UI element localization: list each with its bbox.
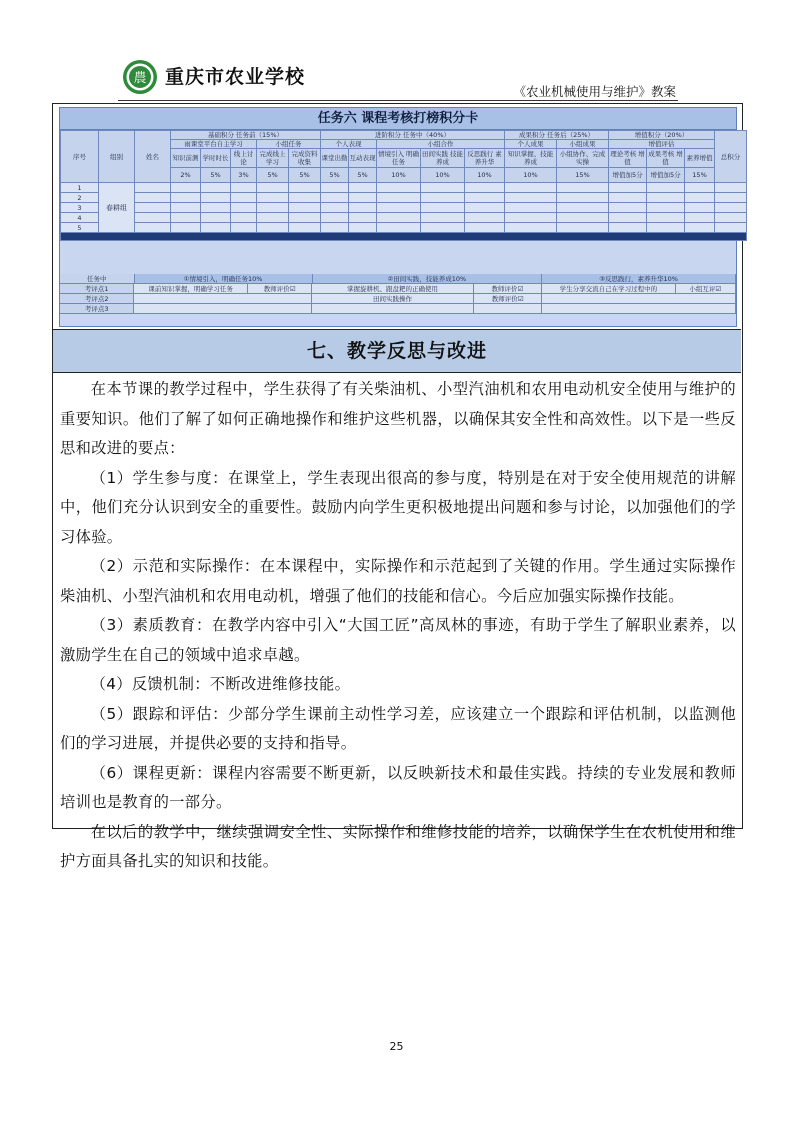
score-cell (231, 193, 257, 203)
score-cell (135, 193, 171, 203)
task-label: 任务中 (60, 274, 135, 284)
group-value: 增值积分（20%） (609, 131, 715, 140)
score-cell (685, 213, 715, 223)
item-header: 小组协作、完成实操 (557, 149, 609, 168)
item-header: 反思践行 素养升华 (465, 149, 505, 168)
item-header: 知识前测 (171, 149, 201, 168)
score-cell (647, 223, 685, 233)
item-header: 互动表现 (349, 149, 377, 168)
score-cell (257, 223, 289, 233)
school-name: 重庆市农业学校 (165, 66, 306, 88)
section-heading: 七、教学反思与改进 (53, 329, 741, 373)
score-cell (231, 213, 257, 223)
score-cell (465, 213, 505, 223)
score-cell (557, 193, 609, 203)
weight-cell: 15% (685, 168, 715, 183)
score-cell (715, 223, 747, 233)
row-index: 2 (61, 193, 99, 203)
sub-group-task: 小组任务 (257, 140, 321, 149)
weight-cell: 10% (465, 168, 505, 183)
score-cell (321, 223, 349, 233)
score-cell (557, 203, 609, 213)
reflection-paragraph: 在以后的教学中，继续强调安全性、实际操作和维修技能的培养，以确保学生在农机使用和维护方面具备扎实的知识和技能。 (60, 822, 736, 870)
check-item: 教师评价☑ (248, 284, 312, 294)
score-cell (685, 203, 715, 213)
group-basic: 基础积分 任务前（15%） (171, 131, 321, 140)
check-label: 考评点2 (60, 294, 134, 304)
reflection-paragraph: （6）课程更新：课程内容需要不断更新，以反映新技术和最佳实践。持续的专业发展和教师培训也是教育的一部分。 (60, 763, 736, 811)
score-cell (505, 203, 557, 213)
score-cell (715, 193, 747, 203)
score-cell (465, 183, 505, 193)
score-cell (135, 213, 171, 223)
scorecard-divider (61, 233, 747, 241)
score-cell (289, 183, 321, 193)
item-header: 成果考核 增值 (648, 150, 683, 166)
score-cell (171, 223, 201, 233)
score-cell (421, 193, 465, 203)
score-cell (421, 183, 465, 193)
page-header (0, 0, 793, 110)
sub-personal-result: 个人成果 (505, 140, 557, 149)
check-empty (134, 304, 312, 314)
score-cell (201, 203, 231, 213)
item-header: 理论考核 增值 (610, 150, 645, 166)
col-index: 序号 (61, 131, 99, 183)
score-cell (609, 213, 647, 223)
score-cell (465, 223, 505, 233)
score-cell (609, 203, 647, 213)
item-header: 完成资料收集 (289, 149, 321, 168)
score-cell (257, 183, 289, 193)
scorecard-image (59, 107, 741, 327)
check-item: 小组互评☑ (676, 284, 736, 294)
score-cell (289, 203, 321, 213)
reflection-paragraph: （1）学生参与度：在课堂上，学生表现出很高的参与度，特别是在对于安全使用规范的讲解中，他们充分认识到安全的重要性。鼓励内向学生更积极地提出问题和参与讨论，以加强他们的学习体验。 (60, 468, 736, 546)
score-cell (377, 183, 421, 193)
weight-cell: 5% (201, 168, 231, 183)
score-cell (715, 213, 747, 223)
score-cell (257, 203, 289, 213)
check-empty (474, 304, 543, 314)
score-cell (609, 193, 647, 203)
score-cell (465, 203, 505, 213)
school-logo-icon (122, 59, 158, 95)
score-cell (377, 203, 421, 213)
header-divider (118, 100, 678, 101)
sub-value-eval: 增值评估 (609, 140, 715, 149)
score-cell (349, 203, 377, 213)
score-cell (609, 183, 647, 193)
scorecard-table (60, 130, 747, 241)
band-row (60, 284, 736, 294)
score-cell (505, 223, 557, 233)
score-cell (465, 193, 505, 203)
score-cell (557, 183, 609, 193)
svg-text:農: 農 (133, 71, 147, 86)
band-row (60, 274, 736, 284)
reflection-paragraph: （2）示范和实际操作：在本课程中，实际操作和示范起到了关键的作用。学生通过实际操作柴油机、小型汽油机和农用电动机，增强了他们的技能和信心。今后应加强实际操作技能。 (60, 557, 736, 605)
item-header: 完成线上学习 (257, 149, 289, 168)
task-step: ②田间实践，技能养成10% (313, 274, 543, 284)
score-cell (231, 183, 257, 193)
sub-personal: 个人表现 (321, 140, 377, 149)
score-cell (171, 183, 201, 193)
check-item: 教师评价☑ (474, 284, 542, 294)
check-empty (542, 294, 736, 304)
score-cell (715, 203, 747, 213)
weight-cell: 3% (231, 168, 257, 183)
score-cell (557, 213, 609, 223)
group-advance: 进阶积分 任务中（40%） (321, 131, 505, 140)
score-cell (321, 183, 349, 193)
reflection-paragraph: （5）跟踪和评估：少部分学生课前主动性学习差，应该建立一个跟踪和评估机制，以监测他们的学习进展，并提供必要的支持和指导。 (60, 704, 736, 752)
row-index: 3 (61, 203, 99, 213)
row-index: 5 (61, 223, 99, 233)
document-title: 《农业机械使用与维护》教案 (513, 84, 676, 99)
score-cell (289, 213, 321, 223)
score-cell (321, 203, 349, 213)
sub-rain-classroom: 雨课堂平台自主学习 (171, 140, 257, 149)
task-step: ①情境引入，明确任务10% (135, 274, 313, 284)
score-cell (685, 193, 715, 203)
reflection-body (60, 375, 736, 877)
item-header: 学时时长 (201, 149, 231, 168)
score-cell (377, 213, 421, 223)
score-cell (377, 223, 421, 233)
reflection-paragraph: 在本节课的教学过程中，学生获得了有关柴油机、小型汽油机和农用电动机安全使用与维护的重要知识。他们了解了如何正确地操作和维护这些机器，以确保其安全性和高效性。以下是一些反思和改进的要点： (60, 380, 736, 457)
score-cell (289, 193, 321, 203)
score-cell (421, 213, 465, 223)
col-name: 姓名 (135, 131, 171, 183)
check-label: 考评点1 (60, 284, 134, 294)
score-cell (349, 223, 377, 233)
score-cell (421, 203, 465, 213)
row-index: 4 (61, 213, 99, 223)
check-item: 课前知识掌握，明确学习任务 (134, 284, 248, 294)
score-cell (505, 183, 557, 193)
score-cell (377, 193, 421, 203)
score-cell (685, 183, 715, 193)
check-empty (134, 294, 312, 304)
score-cell (135, 223, 171, 233)
item-header: 素养增值 (685, 149, 715, 168)
check-empty (312, 304, 474, 314)
page-number: 25 (389, 1040, 404, 1053)
col-total: 总积分 (715, 131, 747, 183)
weight-cell: 增值加5分 (609, 168, 647, 183)
check-empty (542, 304, 736, 314)
task-step: ③反思践行，素养升华10% (542, 274, 736, 284)
check-item: 掌握旋耕机、跟盘耙的正确使用 (312, 284, 473, 294)
score-cell (171, 213, 201, 223)
sub-group-coop: 小组合作 (377, 140, 505, 149)
score-cell (321, 213, 349, 223)
weight-cell: 10% (421, 168, 465, 183)
score-cell (201, 213, 231, 223)
weight-cell: 增值加5分 (647, 168, 685, 183)
score-cell (505, 193, 557, 203)
score-cell (201, 223, 231, 233)
weight-cell: 5% (257, 168, 289, 183)
item-header: 情境引入 明确任务 (377, 150, 420, 166)
score-cell (421, 223, 465, 233)
weight-cell: 10% (377, 168, 421, 183)
group-result: 成果积分 任务后（25%） (505, 131, 609, 140)
score-cell (171, 193, 201, 203)
score-cell (321, 193, 349, 203)
score-cell (557, 223, 609, 233)
score-cell (609, 223, 647, 233)
weight-cell: 5% (349, 168, 377, 183)
score-cell (647, 193, 685, 203)
item-header: 田间实践 技能养成 (421, 150, 464, 166)
score-cell (171, 203, 201, 213)
score-cell (257, 213, 289, 223)
score-cell (135, 203, 171, 213)
band-row (60, 294, 736, 304)
score-cell (289, 223, 321, 233)
score-cell (715, 183, 747, 193)
score-cell (349, 213, 377, 223)
group-name: 春耕组 (99, 183, 135, 233)
check-item: 教师评价☑ (474, 294, 543, 304)
score-cell (349, 193, 377, 203)
row-index: 1 (61, 183, 99, 193)
weight-cell: 5% (289, 168, 321, 183)
item-header: 线上讨论 (231, 149, 257, 168)
score-cell (647, 203, 685, 213)
score-cell (257, 193, 289, 203)
reflection-paragraph: （3）素质教育：在教学内容中引入“大国工匠”高凤林的事迹，有助于学生了解职业素养，以激励学生在自己的领域中追求卓越。 (60, 616, 736, 664)
weight-cell: 10% (505, 168, 557, 183)
score-cell (505, 213, 557, 223)
item-header: 知识掌握、技能养成 (505, 149, 557, 168)
check-item: 学生分享交流自己在学习过程中的 (542, 284, 676, 294)
score-cell (201, 183, 231, 193)
score-cell (685, 223, 715, 233)
score-cell (647, 213, 685, 223)
score-cell (647, 183, 685, 193)
reflection-paragraph: （4）反馈机制：不断改进维修技能。 (90, 675, 351, 693)
check-label: 考评点3 (60, 304, 134, 314)
weight-cell: 15% (557, 168, 609, 183)
check-item: 田间实践操作 (312, 294, 474, 304)
weight-cell: 5% (321, 168, 349, 183)
score-cell (349, 183, 377, 193)
score-cell (201, 193, 231, 203)
weight-cell: 2% (171, 168, 201, 183)
col-group: 组别 (99, 131, 135, 183)
band-row (60, 304, 736, 314)
score-cell (135, 183, 171, 193)
score-cell (231, 203, 257, 213)
scorecard-title: 任务六 课程考核打榜积分卡 (60, 108, 736, 130)
item-header: 课堂出勤 (321, 149, 349, 168)
score-cell (231, 223, 257, 233)
sub-group-result: 小组成果 (557, 140, 609, 149)
